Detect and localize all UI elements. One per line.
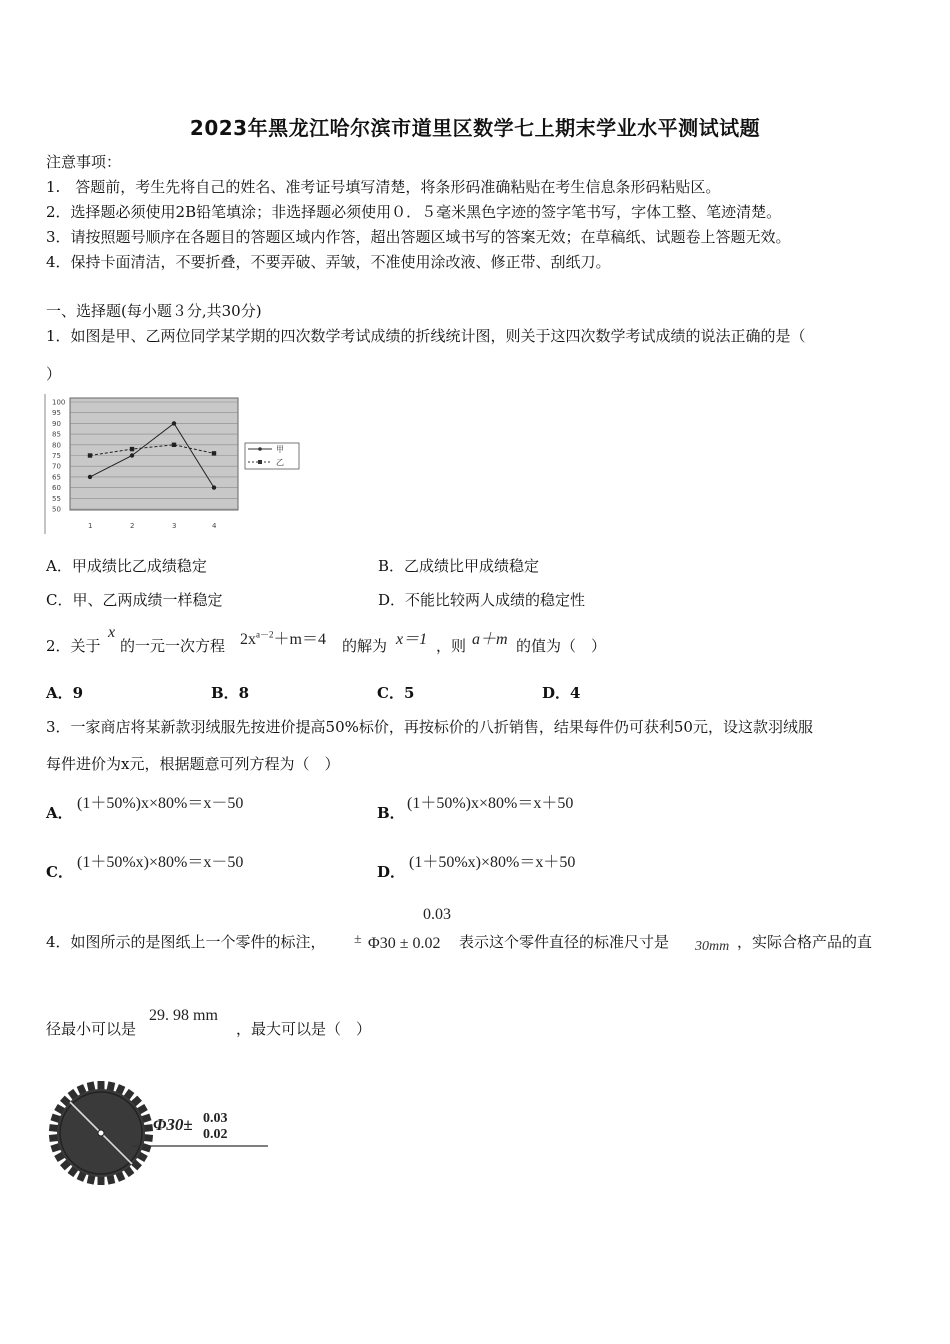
section-heading: 一、选择题(每小题３分,共30分) [46, 302, 262, 320]
y-tick-label: 65 [52, 473, 61, 482]
q4-pm: ± [354, 932, 362, 947]
legend-label-yi: 乙 [276, 458, 284, 467]
q4-line2-pre: 径最小可以是 [46, 1020, 137, 1038]
data-point-jia [172, 421, 176, 425]
y-tick-label: 60 [52, 484, 61, 493]
figure-phi30-label: Φ30± [153, 1115, 193, 1134]
figure-lower-tolerance: 0.02 [203, 1127, 228, 1142]
q4-standard-size: 30mm [695, 939, 730, 954]
q3-option-b-label[interactable]: B． [377, 804, 405, 822]
data-point-jia [130, 453, 134, 457]
q2-mid1: 的一元一次方程 [120, 637, 226, 655]
notice-heading: 注意事项： [46, 153, 122, 171]
q4-min-size: 29. 98 mm [149, 1007, 218, 1024]
q2-end: 的值为（ ） [516, 637, 607, 655]
q2-option-d[interactable]: D．4 [542, 684, 581, 702]
q1-text: 1．如图是甲、乙两位同学某学期的四次数学考试成绩的折线统计图，则关于这四次数学考试成绩的说法正确的是（ [46, 327, 806, 345]
q2-option-a[interactable]: A．9 [46, 684, 84, 702]
q2-equation-rest: ＋m＝4 [273, 631, 326, 648]
q4-upper-tolerance: 0.03 [423, 906, 451, 923]
q1-option-a[interactable]: A．甲成绩比乙成绩稳定 [46, 557, 207, 575]
y-tick-label: 70 [52, 462, 61, 471]
notice-item-1: 1. 答题前，考生先将自己的姓名、准考证号填写清楚，将条形码准确粘贴在考生信息条形码粘贴区。 [46, 178, 721, 196]
q4-end: ，实际合格产品的直 [737, 933, 873, 951]
q2-option-b[interactable]: B．8 [211, 684, 250, 702]
data-point-jia [88, 475, 92, 479]
y-tick-label: 80 [52, 441, 61, 450]
q4-mid: 表示这个零件直径的标准尺寸是 [459, 933, 670, 951]
q1-close: ） [46, 365, 62, 383]
y-tick-label: 75 [52, 452, 61, 460]
chart-legend [245, 443, 299, 469]
q3-option-d-equation[interactable]: (1＋50%x)×80%＝x＋50 [409, 854, 576, 871]
data-point-jia [212, 485, 216, 489]
q4-line2-end: ，最大可以是（ ） [236, 1020, 372, 1038]
q2-equation-exponent: a－2 [256, 629, 274, 640]
q4-notation: Φ30 ± 0.02 [368, 935, 441, 952]
q2-option-c[interactable]: C．5 [377, 684, 415, 702]
q1-option-c[interactable]: C．甲、乙两成绩一样稳定 [46, 591, 223, 609]
data-point-yi [130, 447, 134, 451]
q3-option-a-label[interactable]: A． [46, 804, 73, 822]
q4-pre: 4．如图所示的是图纸上一个零件的标注， [46, 933, 326, 951]
q1-option-b[interactable]: B．乙成绩比甲成绩稳定 [378, 557, 540, 575]
figure-upper-tolerance: 0.03 [203, 1111, 228, 1126]
data-point-yi [212, 451, 216, 455]
data-point-yi [172, 443, 176, 447]
y-tick-label: 100 [52, 398, 66, 407]
q3-option-c-equation[interactable]: (1＋50%x)×80%＝x－50 [77, 854, 244, 871]
q3-option-b-equation[interactable]: (1＋50%)x×80%＝x＋50 [407, 795, 574, 812]
q2-expr: a＋m [472, 631, 508, 648]
legend-label-jia: 甲 [276, 445, 284, 454]
data-point-yi [88, 453, 92, 457]
q3-line-1: 3．一家商店将某新款羽绒服先按进价提高50%标价，再按标价的八折销售，结果每件仍可获利50元，设这款羽绒服 [46, 718, 813, 736]
q2-equation-base: 2x [240, 631, 256, 648]
page-title: 2023年黑龙江哈尔滨市道里区数学七上期末学业水平测试试题 [189, 116, 761, 140]
notice-item-3: 3．请按照题号顺序在各题目的答题区域内作答，超出答题区域书写的答案无效；在草稿纸、试题卷上答题无效。 [46, 228, 791, 246]
x-tick-label: 3 [172, 522, 177, 530]
notice-item-2: 2．选择题必须使用2B铅笔填涂；非选择题必须使用０．５毫米黑色字迹的签字笔书写，字体工整、笔迹清楚。 [46, 203, 782, 221]
x-tick-label: 4 [212, 522, 217, 530]
q3-option-c-label[interactable]: C． [46, 863, 73, 881]
y-tick-label: 55 [52, 494, 61, 503]
q2-equation [240, 626, 326, 649]
q2-mid3: ，则 [436, 637, 467, 655]
q1-option-d[interactable]: D．不能比较两人成绩的稳定性 [378, 591, 586, 609]
q2-solution: x＝1 [396, 631, 428, 648]
q2-var-x: x [108, 624, 116, 641]
notice-item-4: 4．保持卡面清洁，不要折叠，不要弄破、弄皱，不准使用涂改液、修正带、刮纸刀。 [46, 253, 611, 271]
x-tick-label: 1 [88, 522, 93, 530]
q3-line-2: 每件进价为x元，根据题意可列方程为（ ） [46, 755, 340, 773]
q4-gear-figure [48, 1080, 278, 1190]
y-tick-label: 90 [52, 419, 61, 428]
x-tick-label: 2 [130, 522, 135, 530]
y-tick-label: 50 [52, 505, 61, 514]
y-tick-label: 85 [52, 430, 61, 439]
q2-pre: 2．关于 [46, 637, 101, 655]
q3-option-d-label[interactable]: D． [377, 863, 406, 881]
q2-mid2: 的解为 [342, 637, 388, 655]
q3-option-a-equation[interactable]: (1＋50%)x×80%＝x－50 [77, 795, 244, 812]
gear-center-icon [98, 1130, 104, 1136]
q1-line-chart [40, 392, 310, 537]
y-tick-label: 95 [52, 409, 61, 418]
